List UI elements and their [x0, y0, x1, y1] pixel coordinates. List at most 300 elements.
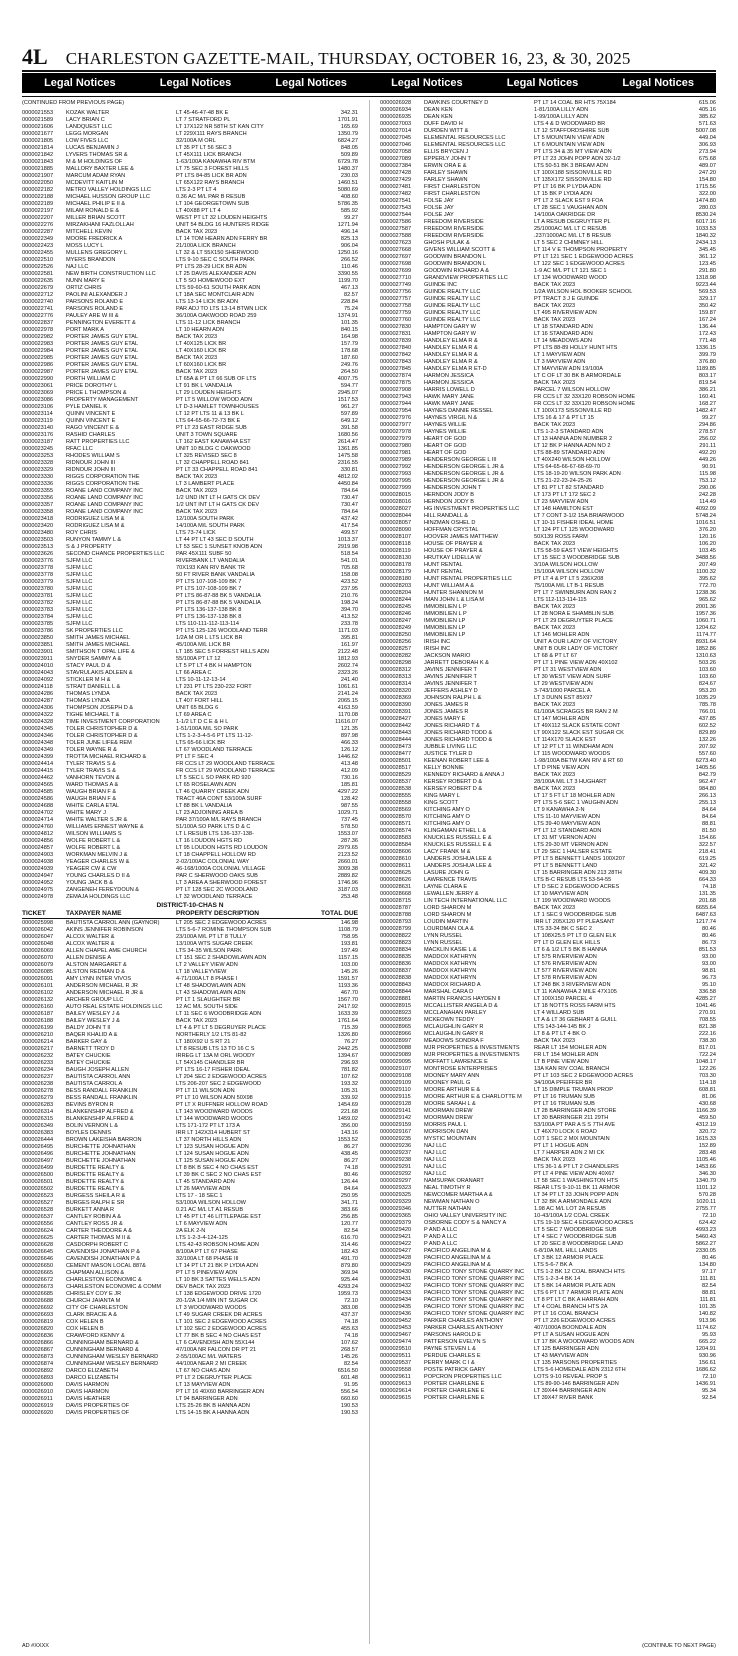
ticket-number: 0000023780: [22, 586, 54, 592]
total-due: 128.42: [340, 796, 358, 802]
ticket-number: 0000026874: [22, 1361, 54, 1367]
taxpayer-name: HG INVESTMENT PROPERTIES LLC: [424, 506, 520, 512]
total-due: 1170.08: [338, 712, 358, 718]
taxpayer-name: SK PROPERTIES LLC: [66, 628, 123, 634]
property-description: IRREG LT 13A M ORL WOODY: [176, 1053, 255, 1059]
taxpayer-name: RHODES WILLIAM S: [66, 453, 120, 459]
table-row: [22, 962, 358, 969]
taxpayer-name: PENNINGTON EVERETT &: [66, 320, 136, 326]
total-due: 82.54: [344, 1228, 358, 1234]
ticket-number: 0000028606: [380, 849, 412, 855]
table-row: [22, 1088, 358, 1095]
property-description: 6-8/10A M/L HILL LANDS: [534, 1248, 598, 1254]
property-description: LT 40X240 WILSON HOLLOW: [534, 457, 611, 463]
property-description: LTS 73-74 LICK: [176, 530, 216, 536]
taxpayer-name: GIVENS WILLIAM SCOTT &: [424, 247, 496, 253]
taxpayer-name: ROANE LAND COMPANY INC: [66, 509, 143, 515]
ticket-number: 0000028016: [380, 499, 412, 505]
ticket-number: 0000024586: [22, 796, 54, 802]
table-row: [22, 628, 358, 635]
ticket-number: 0000026556: [22, 1221, 54, 1227]
property-description: BACK TAX 2023: [176, 334, 218, 340]
taxpayer-name: PACIFICO TONY STONE QUARRY INC: [424, 1290, 524, 1296]
table-row: [380, 702, 716, 709]
property-description: LOT 1 SEC 2 MIX MOUNTAIN: [534, 1136, 610, 1142]
property-description: 0.36 AC M/L PAR B RESUB: [176, 194, 246, 200]
taxpayer-name: LANDERS JOSHUA LEE &: [424, 856, 492, 862]
table-row: [380, 492, 716, 499]
table-row: [22, 159, 358, 166]
table-row: [22, 229, 358, 236]
table-row: [22, 460, 358, 467]
ticket-number: 0000028537: [380, 779, 412, 785]
ticket-number: 0000026217: [22, 1046, 54, 1052]
ticket-number: 0000028247: [380, 618, 412, 624]
property-description: LTS 1-2-3-4 BK 14: [534, 1276, 581, 1282]
taxpayer-name: FIRST CHARLESTON: [424, 191, 480, 197]
property-description: LT 69 AREA C: [176, 712, 212, 718]
taxpayer-name: STACY PAUL D &: [66, 663, 111, 669]
total-due: 107.62: [340, 1074, 358, 1080]
property-description: LT 125 SUSAN HOGUE ADN: [176, 1158, 249, 1164]
property-description: LT 5 BK 14 ARMOR PLATE ADN: [534, 1283, 616, 1289]
table-row: [380, 653, 716, 660]
taxpayer-name: FOLSE JAY: [424, 212, 454, 218]
table-row: [380, 982, 716, 989]
table-row: [22, 1095, 358, 1102]
taxpayer-name: ROANE LAND COMPANY INC: [66, 488, 143, 494]
taxpayer-name: BOYLES DENNIS: [66, 1130, 112, 1136]
taxpayer-name: NAJ LLC: [424, 1157, 447, 1163]
ticket-number: 0000022526: [22, 264, 54, 270]
table-row: [22, 831, 358, 838]
ticket-number: 0000023187: [22, 439, 54, 445]
total-due: 1029.71: [337, 810, 358, 816]
taxpayer-name: ALCOX WALTER &: [66, 934, 115, 940]
ticket-number: 0000029238: [380, 1157, 412, 1163]
ticket-number: 0000028834: [380, 947, 412, 953]
property-description: PT LT F SEC 4: [176, 754, 214, 760]
total-due: 1591.57: [337, 976, 358, 982]
taxpayer-name: KITCHING AMY O: [424, 814, 470, 820]
table-row: [380, 688, 716, 695]
continued-note: (CONTINUED FROM PREVIOUS PAGE): [22, 100, 125, 106]
tax-list-bottom: [22, 920, 358, 1417]
property-description: LT 43 SHADOWLAWN ADN: [176, 990, 246, 996]
ticket-number: 0000028965: [380, 1024, 412, 1030]
table-row: [22, 397, 358, 404]
taxpayer-name: ARCHER GROUP LLC: [66, 997, 124, 1003]
taxpayer-name: BLANKENSHIP ALFRED &: [66, 1109, 134, 1115]
taxpayer-name: HEART OF GOD: [424, 450, 467, 456]
taxpayer-name: HANDLEY ELMA R &: [424, 345, 478, 351]
ticket-number: 0000029292: [380, 1171, 412, 1177]
ticket-number: 0000027989: [380, 457, 412, 463]
ticket-number: 0000022423: [22, 243, 54, 249]
ticket-number: 0000028574: [380, 828, 412, 834]
table-row: [380, 863, 716, 870]
property-description: LTS 11-10 MAYVIEW ADN: [534, 814, 600, 820]
table-row: [380, 261, 716, 268]
ticket-number: 0000029421: [380, 1234, 412, 1240]
ticket-number: 0000026892: [22, 1368, 54, 1374]
ticket-number: 0000028250: [380, 632, 412, 638]
taxpayer-name: BOLIN VERNON L &: [66, 1123, 119, 1129]
table-row: [22, 1326, 358, 1333]
property-description: LT 4 WILLARD SUB: [534, 1010, 585, 1016]
property-description: PT LT 16 TRUMAN SUB: [534, 1101, 595, 1107]
taxpayer-name: KITCHING AMY O: [424, 807, 470, 813]
table-row: [380, 625, 716, 632]
total-due: 906.04: [340, 243, 358, 249]
property-description: BACK TAX 2023: [534, 702, 576, 708]
property-description: FR CCS LT 32 33X120 ROBSON HOME: [534, 394, 636, 400]
table-row: [380, 583, 716, 590]
property-description: LT 48 SHADOWLAWN ADN: [176, 983, 246, 989]
ticket-number: 0000021843: [22, 159, 54, 165]
total-due: 785.78: [698, 702, 716, 708]
property-description: LTS 88-89 STANDARD ADN: [534, 450, 605, 456]
table-row: [380, 1185, 716, 1192]
table-row: [22, 607, 358, 614]
total-due: 290.06: [698, 485, 716, 491]
total-due: 649.12: [340, 418, 358, 424]
total-due: 466.33: [340, 740, 358, 746]
taxpayer-name: NAJ LLC: [424, 1143, 447, 1149]
property-description: PT LT 14 COAL BR HTS 75X184: [534, 100, 616, 106]
total-due: 1238.36: [695, 590, 716, 596]
ticket-number: 0000028391: [380, 709, 412, 715]
taxpayer-name: PORTER JAMES GUY ETAL: [66, 369, 139, 375]
ticket-number: 0000026693: [22, 1312, 54, 1318]
taxpayer-name: ORTIZ CHRIS: [66, 285, 102, 291]
table-row: [380, 1031, 716, 1038]
table-row: [22, 1081, 358, 1088]
property-description: PT LT 5 BENNETT LAND: [534, 863, 598, 869]
ticket-number: 0000029537: [380, 1360, 412, 1366]
ticket-number: 0000028427: [380, 716, 412, 722]
property-description: PT LTS 136-137-138 BK 8: [176, 614, 242, 620]
taxpayer-name: KENNEDY RICHARD & ANNA J: [424, 772, 505, 778]
taxpayer-name: SJFM LLC: [66, 593, 93, 599]
ticket-number: 0000029323: [380, 1185, 412, 1191]
property-description: PT LTS 34 & 35 MT VIEW ADN: [534, 149, 612, 155]
property-description: LT 12 BK P HANNA ADN NO 2: [534, 443, 611, 449]
total-due: 405.16: [698, 107, 716, 113]
total-due: 110.46: [341, 264, 358, 270]
property-description: 55/100A PT LT 12: [176, 656, 221, 662]
property-description: 13A KAN RIV COAL BRANCH: [534, 1066, 610, 1072]
total-due: 1686.62: [695, 1367, 716, 1373]
ticket-number: 0000023778: [22, 572, 54, 578]
total-due: 1374.91: [337, 313, 358, 319]
table-row: [380, 1234, 716, 1241]
property-description: BACK TAX 2023: [534, 380, 576, 386]
ticket-number: 0000026911: [22, 1396, 53, 1402]
table-row: [22, 1193, 358, 1200]
ticket-number: 0000029235: [380, 1136, 412, 1142]
ticket-number: 0000021606: [22, 124, 54, 130]
ticket-number: 0000028477: [380, 751, 412, 757]
taxpayer-name: LORD SHARON M: [424, 905, 472, 911]
property-description: LTS 13-14 LICK BR ADN: [176, 299, 239, 305]
ticket-number: 0000026187: [22, 1011, 54, 1017]
table-row: [380, 1339, 716, 1346]
table-row: [22, 600, 358, 607]
ticket-number: 0000028118: [380, 541, 411, 547]
total-due: 1436.91: [695, 1381, 716, 1387]
table-row: [380, 107, 716, 114]
ticket-number: 0000027842: [380, 352, 412, 358]
ticket-number: 0000023418: [22, 516, 54, 522]
taxpayer-name: CHURCH JAIANTA M: [66, 1298, 121, 1304]
taxpayer-name: MCLAUGHLIN GARY R: [424, 1031, 484, 1037]
property-description: LTS B-C RESUB LTS 53-54-55: [534, 877, 612, 883]
property-description: LT 30 BARRINGER 211 29TH: [534, 1115, 609, 1121]
total-due: 489.07: [698, 163, 716, 169]
taxpayer-name: TYLER TRAVIS S &: [66, 761, 116, 767]
table-row: [380, 1010, 716, 1017]
ticket-number: 0000027757: [380, 296, 412, 302]
taxpayer-name: HAMPTON GARY W: [424, 324, 476, 330]
property-description: BACK TAX 2023: [176, 369, 218, 375]
table-row: [380, 1017, 716, 1024]
ticket-number: 0000029432: [380, 1283, 412, 1289]
table-row: [380, 1073, 716, 1080]
table-row: [22, 1333, 358, 1340]
ticket-number: 0000028631: [380, 884, 412, 890]
taxpayer-name: MJR PROPERTIES & INVESTMENTS: [424, 1045, 520, 1051]
property-description: LT 146 MOHLER ADN: [534, 632, 590, 638]
total-due: 342.31: [340, 110, 358, 116]
property-description: UNIT 54 BLDG 16 HUNTERS RIDGE: [176, 222, 270, 228]
taxpayer-name: WARD THOMAS A &: [66, 782, 119, 788]
total-due: 601.48: [340, 1375, 358, 1381]
ticket-number: 0000028715: [380, 898, 412, 904]
ticket-number: 0000022581: [22, 271, 54, 277]
taxpayer-name: BURDETTE REALTY &: [66, 1179, 125, 1185]
property-description: IRR LT 205X120 PT PLEASANT: [534, 919, 615, 925]
property-description: LT 39X47 RIVER BANK: [534, 1395, 594, 1401]
ticket-number: 0000025998: [22, 920, 54, 926]
total-due: 95.93: [702, 1332, 716, 1338]
ticket-number: 0000029346: [380, 1206, 412, 1212]
property-description: 3-743/1000 PARCEL A: [534, 688, 591, 694]
ticket-number: 0000029427: [380, 1248, 412, 1254]
ticket-number: 0000024688: [22, 803, 54, 809]
taxpayer-name: BROWN LAKEISHA BARRON: [66, 1137, 142, 1143]
property-description: LTS 11-12 LICK BRANCH: [176, 320, 241, 326]
property-description: LT 134 WOODWARD WOOD: [534, 275, 607, 281]
property-description: 32/100A M ORL: [176, 138, 216, 144]
table-row: [380, 352, 716, 359]
total-due: 449.26: [698, 457, 716, 463]
ticket-number: 0000026091: [22, 976, 54, 982]
total-due: 825.13: [340, 236, 358, 242]
table-row: [22, 208, 358, 215]
total-due: 715.39: [340, 1025, 358, 1031]
property-description: LTS 39-40 MAYVIEW ADN: [534, 821, 601, 827]
total-due: 571.63: [698, 121, 716, 127]
taxpayer-name: ROANE LAND COMPANY INC: [66, 495, 143, 501]
total-due: 4007.75: [337, 376, 358, 382]
ticket-number: 0000021553: [22, 110, 54, 116]
property-description: BACK TAX 2023: [176, 474, 218, 480]
taxpayer-name: TOLER CHRISTOPHER D &: [66, 726, 138, 732]
ticket-number: 0000026047: [22, 934, 54, 940]
total-due: 585.92: [340, 208, 358, 214]
table-row: [22, 117, 358, 124]
taxpayer-name: CLARK BRACIE A &: [66, 1312, 117, 1318]
total-due: 82.54: [702, 1283, 716, 1289]
property-description: LT 43 MAYVIEW ADN: [534, 1353, 589, 1359]
total-due: 101.35: [698, 1304, 716, 1310]
ticket-number: 0000024462: [22, 775, 54, 781]
ticket-number: 0000027758: [380, 303, 412, 309]
taxpayer-name: KOZAK WALTER: [66, 110, 110, 116]
taxpayer-name: GUINDE INC: [424, 282, 457, 288]
ticket-number: 0000027428: [380, 170, 412, 176]
property-description: LTS 42-43 ROBSON HOME ADN: [176, 1242, 259, 1248]
table-row: [22, 1053, 358, 1060]
total-due: 376.20: [698, 527, 716, 533]
property-description: LTS 21-22-23-24-25-26: [534, 478, 593, 484]
taxpayer-name: PACIFICO TONY STONE QUARRY INC: [424, 1311, 524, 1317]
total-due: 88.81: [702, 1290, 716, 1296]
total-due: 449.04: [698, 135, 716, 141]
property-description: 1-63/100A KANAWHA RIV BTM: [176, 159, 256, 165]
table-row: [22, 1284, 358, 1291]
taxpayer-name: CUNNINGHAM BERNARD &: [66, 1347, 139, 1353]
property-description: LT 231 PT LTS 230-232 FORT: [176, 684, 252, 690]
property-description: LT 5 PT LT 4 BK H HAMPTON: [176, 663, 252, 669]
total-due: 499.57: [340, 530, 358, 536]
table-row: [22, 1074, 358, 1081]
total-due: 273.94: [698, 149, 716, 155]
ticket-number: 0000026085: [22, 969, 54, 975]
taxpayer-name: FIRST CHARLESTON: [424, 184, 480, 190]
taxpayer-name: BAQER KHALID A &: [66, 1032, 118, 1038]
ticket-number: 0000027992: [380, 464, 412, 470]
taxpayer-name: HANDLEY ELMA R ET-D: [424, 366, 487, 372]
ticket-number: 0000028249: [380, 625, 412, 631]
total-due: 5007.08: [695, 128, 716, 134]
ticket-number: 0000023911: [22, 656, 53, 662]
property-description: PT LT 226 EDGEWOOD ACRES: [534, 1318, 616, 1324]
total-due: 187.60: [340, 355, 358, 361]
taxpayer-name: BURGESS SHEILA R &: [66, 1193, 126, 1199]
total-due: 2945.07: [337, 390, 358, 396]
table-row: [380, 793, 716, 800]
ticket-number: 0000029511: [380, 1353, 411, 1359]
property-description: 53/100A PT PAR A S S 7TH AVE: [534, 1122, 616, 1128]
ticket-number: 0000022712: [22, 292, 54, 298]
table-row: [22, 341, 358, 348]
taxpayer-name: NAJ LLC: [424, 1164, 447, 1170]
property-description: LT 95 LOUDON HGTS RD LOUDON: [176, 845, 268, 851]
total-due: 114.49: [699, 499, 716, 505]
ticket-number: 0000024702: [22, 810, 54, 816]
ticket-number: 0000024975: [22, 887, 54, 893]
taxpayer-name: CANTLEY ROSS JR &: [66, 1221, 123, 1227]
property-description: LT 31 MT VERNON ADN: [534, 835, 596, 841]
table-row: [380, 1318, 716, 1325]
taxpayer-name: PORTER JAMES GUY ETAL: [66, 341, 139, 347]
property-description: BACK TAX 2023: [176, 691, 218, 697]
property-description: LT 88 BK L VANDALIA: [176, 803, 233, 809]
table-row: [22, 355, 358, 362]
taxpayer-name: MONTROSE ENTERPRISES: [424, 1066, 498, 1072]
total-due: 72.10: [702, 1213, 716, 1219]
property-description: BACK TAX 2023: [534, 625, 576, 631]
property-description: LT 15 SEC 3 WOODBRIDGE SUB: [534, 555, 620, 561]
table-row: [22, 1165, 358, 1172]
taxpayer-name: ERWIN ORA E &: [424, 163, 467, 169]
taxpayer-name: CUNNINGHAM WESLEY BERNARD: [66, 1354, 159, 1360]
taxpayer-name: CHRISLEY COY E JR: [66, 1291, 122, 1297]
ticket-number: 0000029236: [380, 1143, 412, 1149]
district-heading: DISTRICT-10-CHAS N: [156, 902, 224, 909]
table-row: [380, 954, 716, 961]
total-due: 8931.64: [695, 639, 716, 645]
total-due: 95.34: [702, 1388, 716, 1394]
ad-number: AD #XXXX: [22, 1643, 49, 1649]
taxpayer-name: PORTER JAMES GUY ETAL: [66, 348, 139, 354]
taxpayer-name: MICHAEL PHILIP E II &: [66, 201, 126, 207]
ticket-number: 0000024978: [22, 894, 54, 900]
ticket-number: 0000026928: [380, 100, 412, 106]
table-row: [380, 303, 716, 310]
total-due: 3488.56: [695, 555, 716, 561]
table-row: [380, 870, 716, 877]
taxpayer-name: CARTER THOMAS M II &: [66, 1235, 131, 1241]
ticket-number: 0000024043: [22, 670, 54, 676]
table-row: [22, 1172, 358, 1179]
ticket-number: 0000028180: [380, 576, 412, 582]
ticket-number: 0000029433: [380, 1290, 412, 1296]
table-row: [22, 621, 358, 628]
ticket-number: 0000026048: [22, 941, 54, 947]
taxpayer-name: BURCHETTE JOHNATHAN: [66, 1151, 136, 1157]
taxpayer-name: AKINS JENNIFER ROBINSON: [66, 927, 144, 933]
ticket-number: 0000029615: [380, 1395, 412, 1401]
ticket-number: 0000023176: [22, 432, 54, 438]
taxpayer-name: FREEDOM RIVERSIDE: [424, 226, 484, 232]
taxpayer-name: KELLY BONNIE: [424, 765, 464, 771]
table-row: [380, 1304, 716, 1311]
property-description: LT 32 & LT 55X150 SHERWOOD: [176, 250, 259, 256]
table-row: [380, 205, 716, 212]
property-description: 28/100A M/L LT 3 HUGHART: [534, 779, 607, 785]
taxpayer-name: THOMAS LYNDA: [66, 698, 110, 704]
table-row: [22, 768, 358, 775]
taxpayer-name: MYSTIC MOUNTAIN: [424, 1136, 477, 1142]
table-row: [380, 1094, 716, 1101]
ticket-number: 0000026314: [22, 1109, 54, 1115]
table-row: [380, 590, 716, 597]
total-due: 356.00: [340, 1123, 358, 1129]
taxpayer-name: STICKLER M H &: [66, 677, 111, 683]
property-description: FR CCS LT 32 33X120 ROBSON HOME: [534, 401, 636, 407]
property-description: 23/100A M/L PT LT 8 TULLY: [176, 934, 247, 940]
ticket-number: 0000028997: [380, 1038, 412, 1044]
total-due: 126.12: [340, 747, 358, 753]
table-row: [380, 1332, 716, 1339]
property-description: LTS 18-19-20 WILSON PARK ADN: [534, 471, 621, 477]
ticket-number: 0000024415: [22, 768, 54, 774]
table-row: [22, 1228, 358, 1235]
ticket-number: 0000023330: [22, 474, 54, 480]
